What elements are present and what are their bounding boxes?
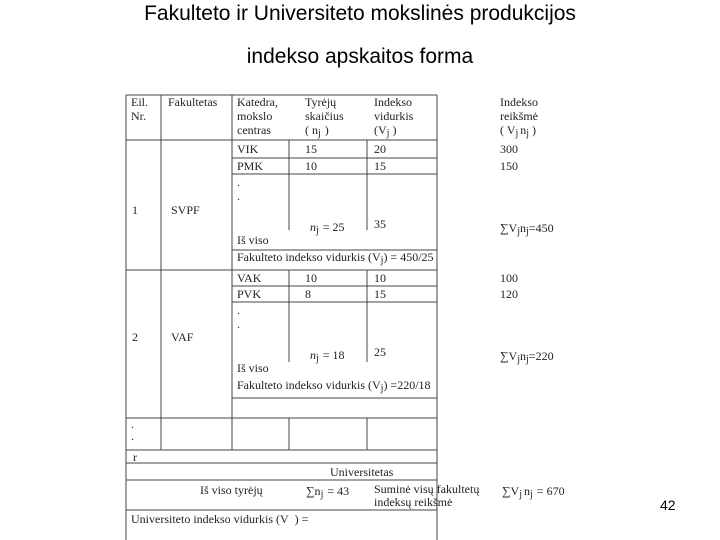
f1-r2-v: 15 <box>374 159 386 173</box>
title-line-2: indekso apskaitos forma <box>246 45 474 68</box>
univ-avg-label: Universiteto indekso vidurkis (V ) = <box>131 512 309 526</box>
f2-vn-total: ∑Vjnj=220 <box>500 349 554 365</box>
f1-avg-label: Fakulteto indekso vidurkis (Vj) = 450/25 <box>237 250 434 266</box>
misc-dot-1: . <box>131 417 134 431</box>
header-avg-3: (Vj ) <box>374 123 397 139</box>
header-value-2: reikšmė <box>500 109 538 123</box>
f2-r2-n: 8 <box>305 287 311 301</box>
f1-dot-2: . <box>237 189 240 203</box>
univ-sum-label-1: Suminė visų fakultetų <box>374 482 480 496</box>
univ-n-total: ∑nj = 43 <box>306 484 350 500</box>
univ-title: Universitetas <box>330 465 394 479</box>
f1-r1-v: 20 <box>374 142 386 156</box>
univ-vn-total: ∑Vj nj = 670 <box>502 484 565 500</box>
header-dept-3: centras <box>237 123 271 137</box>
header-researchers-2: skaičius <box>305 109 344 123</box>
f1-r2-n: 10 <box>305 159 317 173</box>
f1-r1-vn: 300 <box>500 142 518 156</box>
header-nr-2: Nr. <box>131 109 146 123</box>
f1-n-total: nj = 25 <box>310 220 345 236</box>
f2-dot-1: . <box>237 303 240 317</box>
header-avg-2: vidurkis <box>374 109 414 123</box>
header-nr-1: Eil. <box>131 95 148 109</box>
f1-total-label: Iš viso <box>237 233 269 247</box>
header-value-3: ( Vj nj ) <box>500 123 537 139</box>
f2-avg-label: Fakulteto indekso vidurkis (Vj) =220/18 <box>237 378 431 394</box>
faculty-1-nr: 1 <box>132 203 138 217</box>
f2-dot-2: . <box>237 317 240 331</box>
f2-r1-v: 10 <box>374 271 386 285</box>
faculty-2-name: VAF <box>171 330 194 344</box>
misc-r: r <box>133 450 137 464</box>
f1-r2-vn: 150 <box>500 159 518 173</box>
f1-r1-dept: VIK <box>237 142 259 156</box>
header-researchers-3: ( nj ) <box>305 123 329 139</box>
f2-total-label: Iš viso <box>237 361 269 375</box>
header-faculty: Fakultetas <box>168 95 218 109</box>
f2-r1-n: 10 <box>305 271 317 285</box>
misc-dot-2: . <box>131 429 134 443</box>
univ-sum-label-2: indeksų reikšmė <box>374 495 453 509</box>
header-dept-2: mokslo <box>237 109 273 123</box>
faculty-1-name: SVPF <box>171 203 200 217</box>
univ-total-label: Iš viso tyrėjų <box>200 483 263 497</box>
faculty-2-nr: 2 <box>132 330 138 344</box>
header-value-1: Indekso <box>500 95 538 109</box>
f2-r1-vn: 100 <box>500 271 518 285</box>
f1-v-total: 35 <box>374 217 386 231</box>
f1-vn-total: ∑Vjnj=450 <box>500 221 554 237</box>
header-researchers-1: Tyrėjų <box>305 95 337 109</box>
f2-r2-v: 15 <box>374 287 386 301</box>
header-dept-1: Katedra, <box>237 95 278 109</box>
page-number: 42 <box>660 497 676 513</box>
header-avg-1: Indekso <box>374 95 412 109</box>
f2-r1-dept: VAK <box>237 271 262 285</box>
f2-r2-vn: 120 <box>500 287 518 301</box>
title-line-1: Fakulteto ir Universiteto mokslinės produkcijos <box>144 2 576 25</box>
f1-r1-n: 15 <box>305 142 317 156</box>
f2-v-total: 25 <box>374 345 386 359</box>
f2-r2-dept: PVK <box>237 287 262 301</box>
f2-n-total: nj = 18 <box>310 348 345 364</box>
f1-dot-1: . <box>237 175 240 189</box>
f1-r2-dept: PMK <box>237 159 264 173</box>
